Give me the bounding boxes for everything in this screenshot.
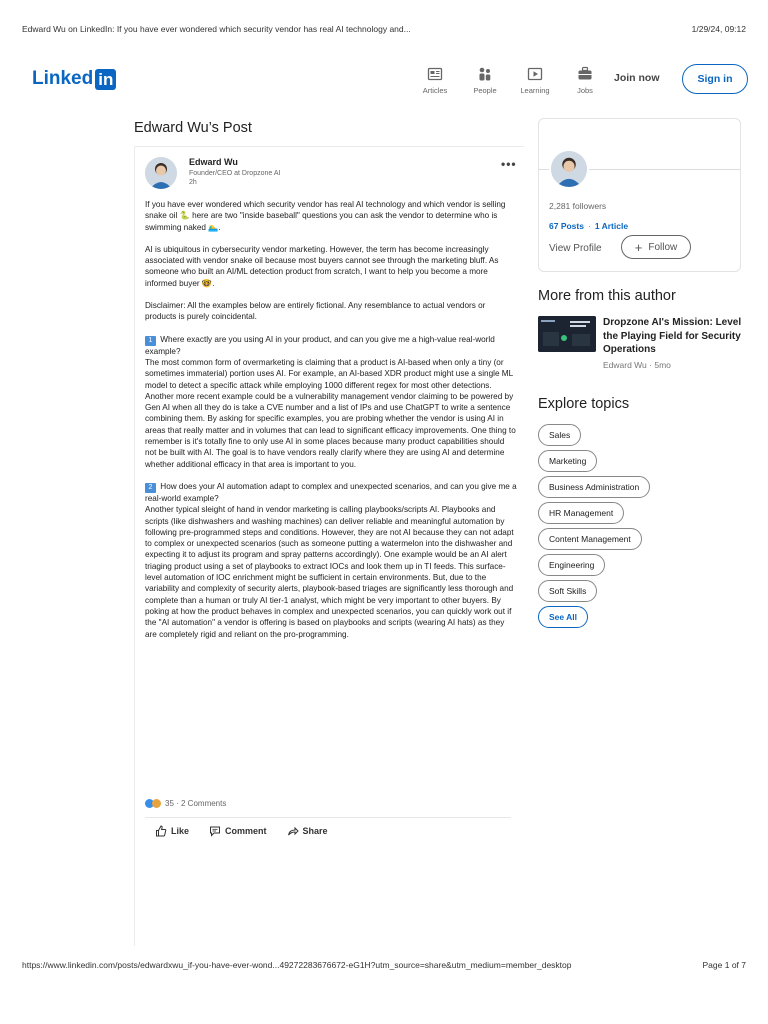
post-actions [155, 825, 348, 837]
reactions-summary[interactable] [145, 799, 226, 808]
share-button[interactable]: Share [287, 825, 328, 837]
author-name[interactable]: Edward Wu [189, 157, 238, 167]
nav-items [410, 66, 610, 95]
logo-text: Linked [32, 68, 94, 89]
nav-item-jobs[interactable] [560, 66, 610, 95]
topic-pill[interactable]: Marketing [538, 450, 597, 472]
post-paragraph: If you have ever wondered which security vendor has real AI technology and which vendor is selling snake oil 🐍 here are two "inside baseball" questions you can ask the vendor to determine who is swimming naked 🏊‍♂️. [145, 200, 506, 232]
print-title: Edward Wu on LinkedIn: If you have ever wondered which security vendor has real AI technology and... [22, 24, 411, 34]
person-avatar-icon [551, 151, 587, 187]
nav-item-articles[interactable] [410, 66, 460, 95]
author-avatar[interactable] [145, 157, 177, 189]
nav-label-learning: Learning [520, 86, 550, 95]
followers-count: 2,281 followers [549, 201, 607, 211]
comment-icon [209, 825, 221, 837]
jobs-icon [577, 66, 593, 82]
share-arrow-icon [287, 825, 299, 837]
profile-avatar[interactable] [549, 149, 589, 189]
thumbs-up-icon [155, 825, 167, 837]
number-one-icon: 1 [145, 336, 156, 346]
page-title: Edward Wu’s Post [134, 120, 252, 136]
plus-icon: + [634, 239, 643, 255]
join-now-button[interactable]: Join now [614, 72, 660, 84]
linkedin-logo[interactable] [32, 68, 116, 90]
post-card [134, 146, 524, 946]
profile-links: 67 Posts · 1 Article [549, 221, 629, 231]
topics-list [538, 424, 748, 632]
article-title[interactable]: Dropzone AI's Mission: Level the Playing Field for Security Operations [603, 317, 742, 355]
print-header [22, 24, 746, 34]
nav-item-learning[interactable] [510, 66, 560, 95]
divider [145, 817, 511, 818]
topic-pill[interactable]: Engineering [538, 554, 605, 576]
people-icon [477, 66, 493, 82]
topic-pill[interactable]: Sales [538, 424, 581, 446]
post-time: 2h [189, 179, 197, 186]
reactions-count: 35 · 2 Comments [165, 799, 227, 808]
post-paragraph: AI is ubiquitous in cybersecurity vendor marketing. However, the term has become increasingly associated with vendor snake oil because most buyers cannot see through the marketing bluff. As someone who built an AI/ML detection product from scratch, I want to help you become a more informed buyer 🤓. [145, 244, 499, 288]
author-profile-card [538, 118, 741, 272]
top-navigation [32, 60, 740, 100]
print-footer [22, 960, 746, 970]
follow-button[interactable]: + Follow [621, 235, 691, 259]
topic-pill[interactable]: Business Administration [538, 476, 650, 498]
post-body [145, 199, 517, 651]
number-two-icon: 2 [145, 483, 156, 493]
article-link[interactable]: 1 Article [594, 221, 629, 231]
snake-emoji-icon: 🐍 [179, 211, 190, 221]
post-paragraph: 2 How does your AI automation adapt to complex and unexpected scenarios, and can you give me a real-world example? Another typical sleight of hand in vendor marketing is calling playbooks/scripts AI. Playbooks and scripts (like dishwashers and washing machines) can deliver reliable and meaningful automation by following pre-programmed steps and conditions. However, they are not AI because they can not adapt to complex or unexpected scenarios (such as someone putting a watermelon into the dishwasher and expecting it to adjust its program and spray patterns accordingly). One example would be an AI alert triaging product using a set of playbooks to extract IOCs and look them up in TI feeds. This surface-level automation of IOC enrichment might be sufficient in certain environments. But, due to the variability and complexity of security alerts, playbook-based triages are significantly less thorough and complete than a human or truly AI tier-1 analyst, which might be very important to other buyers. By poking at how the product behaves in complex and unexpected scenarios, you can quickly work out if the "AI automation" a vendor is offering is based on playbooks and scripts (wearing AI hats) as they are completely rigid and reliant on the pro-programming. [145, 481, 517, 639]
learning-icon [527, 66, 543, 82]
explore-topics-title: Explore topics [538, 396, 630, 412]
post-paragraph: Disclaimer: All the examples below are entirely fictional. Any resemblance to actual vendors or products is purely coincidental. [145, 301, 486, 322]
nav-item-people[interactable] [460, 66, 510, 95]
nav-label-people: People [473, 86, 497, 95]
more-from-author-title: More from this author [538, 288, 676, 304]
logo-box: in [95, 69, 116, 90]
author-row [145, 157, 280, 189]
nav-label-articles: Articles [422, 86, 448, 95]
person-avatar-icon [145, 157, 177, 189]
article-thumbnail [538, 316, 596, 352]
insightful-reaction-icon [152, 799, 161, 808]
topic-pill[interactable]: HR Management [538, 502, 624, 524]
nerd-emoji-icon: 🤓 [201, 278, 213, 288]
topic-pill[interactable]: Soft Skills [538, 580, 597, 602]
articles-icon [427, 66, 443, 82]
article-meta: Edward Wu · 5mo [603, 360, 671, 370]
print-page-number: Page 1 of 7 [702, 960, 746, 970]
like-button[interactable]: Like [155, 825, 189, 837]
topic-pill[interactable]: Content Management [538, 528, 642, 550]
view-profile-link[interactable]: View Profile [549, 243, 602, 254]
more-options-icon[interactable]: ••• [501, 157, 517, 171]
sign-in-button[interactable]: Sign in [682, 64, 748, 94]
see-all-topics-button[interactable]: See All [538, 606, 588, 628]
comment-button[interactable]: Comment [209, 825, 267, 837]
author-title: Founder/CEO at Dropzone AI [189, 170, 281, 177]
article-thumbnail-image [538, 316, 596, 352]
print-datetime: 1/29/24, 09:12 [691, 24, 746, 34]
swimmer-emoji-icon: 🏊‍♂️ [208, 222, 219, 232]
nav-label-jobs: Jobs [577, 86, 593, 95]
print-url: https://www.linkedin.com/posts/edwardxwu_if-you-have-ever-wond...49272283676672-eG1H?utm_source=share&utm_medium=member_desktop [22, 960, 572, 970]
posts-link[interactable]: 67 Posts [549, 221, 584, 231]
post-paragraph: 1 Where exactly are you using AI in your product, and can you give me a high-value real-world example? The most common form of overmarketing is claiming that a product is AI-based when only a tiny (or sometimes immaterial) portion uses AI. For example, an AI-based XDR product might use a single ML model to detect a specific attack while employing 1000 different regex for most other detections. Another more recent example could be a vulnerability management vendor claiming to be powered by Gen AI when all they do is take a CVE number and a list of IPs and use ChatGPT to write a sentence combining them. By asking for specific examples, you are probing whether the vendor is using AI in areas that really matter and in volumes that can lead to significant efficacy improvements. One thing to remember is it's totally fine to only use AI in some places because many product capabilities should not be built with AI. The goal is to have vendors really clarify where they are using AI and determine whether additional efficacy in that area is important to you. [145, 334, 516, 469]
